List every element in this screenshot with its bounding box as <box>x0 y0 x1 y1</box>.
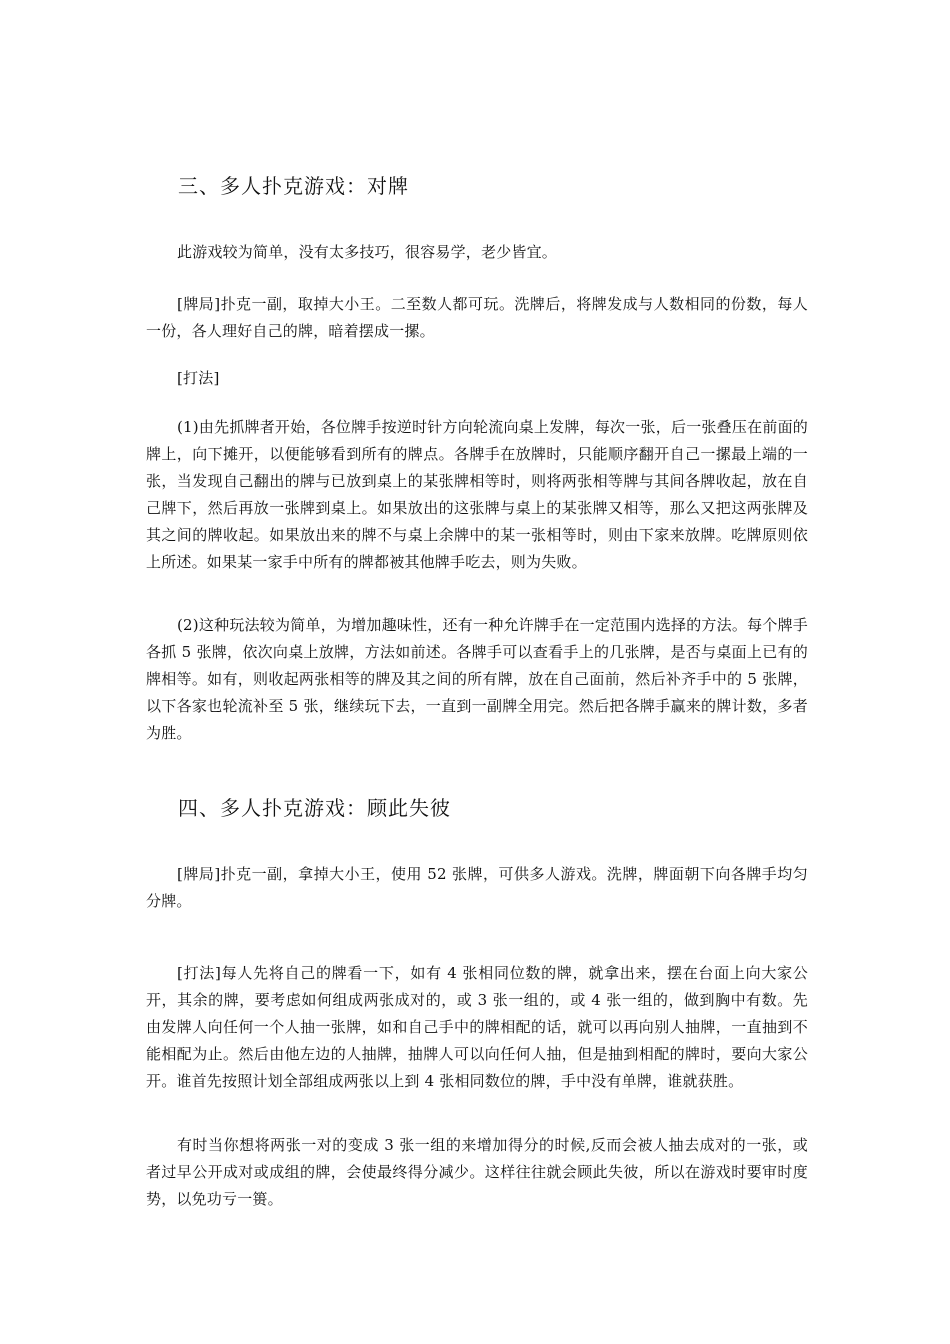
section3-setup: [牌局]扑克一副，取掉大小王。二至数人都可玩。洗牌后，将牌发成与人数相同的份数，每人一份，各人理好自己的牌，暗着摆成一摞。 <box>146 295 808 340</box>
section4-title: 四、多人扑克游戏：顾此失彼 <box>178 796 451 820</box>
section3-rule-2: (2)这种玩法较为简单，为增加趣味性，还有一种允许牌手在一定范围内选择的方法。每个牌手各抓 5 张牌，依次向桌上放牌，方法如前述。各牌手可以查看手上的几张牌，是否与桌面上已有的牌相等。如有，则收起两张相等的牌及其之间的所有牌，放在自己面前，然后补齐手中的 5 张牌，以下各家也轮流补至 5 张，继续玩下去，一直到一副牌全用完。然后把各牌手赢来的牌计数，多者为胜。 <box>146 616 808 742</box>
section3-title: 三、多人扑克游戏：对牌 <box>178 174 409 198</box>
section4-play: [打法]每人先将自己的牌看一下，如有 4 张相同位数的牌，就拿出来，摆在台面上向大家公开，其余的牌，要考虑如何组成两张成对的，或 3 张一组的，或 4 张一组的，做到胸中有数。先由发牌人向任何一个人抽一张牌，如和自己手中的牌相配的话，就可以再向别人抽牌，一直抽到不能相配为止。然后由他左边的人抽牌，抽牌人可以向任何人抽，但是抽到相配的牌时，要向大家公开。谁首先按照计划全部组成两张以上到 4 张相同数位的牌，手中没有单牌，谁就获胜。 <box>146 964 808 1090</box>
section3-intro: 此游戏较为简单，没有太多技巧，很容易学，老少皆宜。 <box>177 243 558 261</box>
section3-play-label: [打法] <box>177 369 220 387</box>
section4-tip: 有时当你想将两张一对的变成 3 张一组的来增加得分的时候,反而会被人抽去成对的一张，或者过早公开成对或成组的牌，会使最终得分减少。这样往往就会顾此失彼，所以在游戏时要审时度势，以免功亏一篑。 <box>146 1136 808 1208</box>
section3-rule-1: (1)由先抓牌者开始，各位牌手按逆时针方向轮流向桌上发牌，每次一张，后一张叠压在前面的牌上，向下摊开，以便能够看到所有的牌点。各牌手在放牌时，只能顺序翻开自己一摞最上端的一张，当发现自己翻出的牌与已放到桌上的某张牌相等时，则将两张相等牌与其间各牌收起，放在自己牌下，然后再放一张牌到桌上。如果放出的这张牌与桌上的某张牌又相等，那么又把这两张牌及其之间的牌收起。如果放出来的牌不与桌上余牌中的某一张相等时，则由下家来放牌。吃牌原则依上所述。如果某一家手中所有的牌都被其他牌手吃去，则为失败。 <box>146 418 808 571</box>
section4-setup: [牌局]扑克一副，拿掉大小王，使用 52 张牌，可供多人游戏。洗牌，牌面朝下向各牌手均匀分牌。 <box>146 865 808 910</box>
